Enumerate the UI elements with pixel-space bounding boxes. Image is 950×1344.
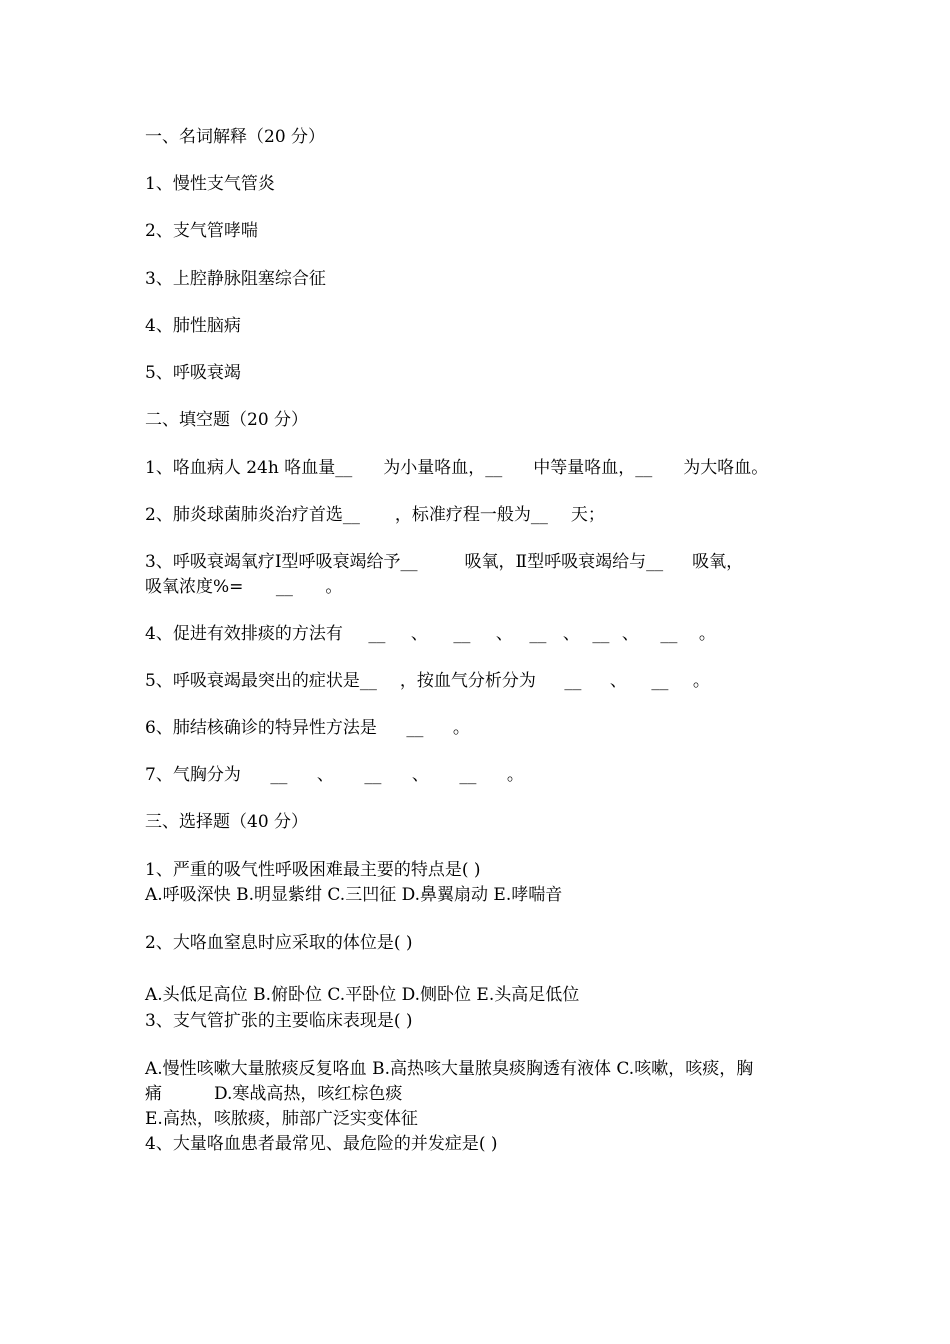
answer-blank: __: [335, 458, 353, 478]
question-text: 为小量咯血，: [383, 458, 486, 478]
question-text: 3、呼吸衰竭氧疗Ⅰ型呼吸衰竭给予: [145, 552, 401, 572]
question-text: 。: [698, 624, 716, 644]
question-text: 吸氧浓度%=: [145, 577, 244, 597]
answer-blank: __: [364, 765, 382, 785]
answer-blank: __: [592, 624, 610, 644]
fill-question-1: [145, 456, 815, 480]
question-text: 天；: [570, 505, 605, 525]
answer-blank: __: [529, 624, 547, 644]
choice-question-1: 1、严重的吸气性呼吸困难最主要的特点是( ): [145, 860, 481, 880]
fill-question-3-continued: [145, 575, 815, 599]
answer-blank: __: [368, 624, 386, 644]
question-text: 4、促进有效排痰的方法有: [145, 624, 343, 644]
choice-question-3-options-line3: E.高热，咳脓痰，肺部广泛实变体征: [145, 1109, 418, 1129]
question-text: 、: [609, 671, 627, 691]
answer-blank: __: [275, 577, 293, 597]
choice-question-3-options-line1: A.慢性咳嗽大量脓痰反复咯血 B.高热咳大量脓臭痰胸透有液体 C.咳嗽，咳痰，胸: [145, 1059, 754, 1079]
question-text: 。: [325, 577, 343, 597]
question-text: 2、肺炎球菌肺炎治疗首选: [145, 505, 343, 525]
fill-question-2: [145, 503, 815, 527]
question-text: 7、气胸分为: [145, 765, 241, 785]
question-text: 。: [506, 765, 524, 785]
question-text: 、: [411, 765, 429, 785]
question-text: 、: [562, 624, 580, 644]
choice-question-3: 3、支气管扩张的主要临床表现是( ): [145, 1011, 413, 1031]
option-text: 痛: [145, 1084, 162, 1104]
answer-blank: __: [400, 552, 418, 572]
answer-blank: __: [646, 552, 664, 572]
question-text: 吸氧，: [692, 552, 744, 572]
definition-item-5: 5、呼吸衰竭: [145, 363, 241, 383]
question-text: 吸氧，Ⅱ型呼吸衰竭给与: [464, 552, 647, 572]
choice-question-1-options: A.呼吸深快 B.明显紫绀 C.三凹征 D.鼻翼扇动 E.哮喘音: [145, 885, 563, 905]
question-text: 6、肺结核确诊的特异性方法是: [145, 718, 377, 738]
answer-blank: __: [530, 505, 548, 525]
question-text: 、: [410, 624, 428, 644]
option-text: D.寒战高热，咳红棕色痰: [214, 1084, 403, 1104]
choice-question-3-options-line2: [145, 1082, 815, 1106]
question-text: 、: [316, 765, 334, 785]
question-text: 为大咯血。: [683, 458, 769, 478]
answer-blank: __: [453, 624, 471, 644]
question-text: 。: [452, 718, 470, 738]
fill-question-3: [145, 550, 815, 574]
answer-blank: __: [359, 671, 377, 691]
answer-blank: __: [660, 624, 678, 644]
choice-question-2-options: A.头低足高位 B.俯卧位 C.平卧位 D.侧卧位 E.头高足低位: [145, 985, 580, 1005]
question-text: ，按血气分析分为: [399, 671, 536, 691]
definition-item-4: 4、肺性脑病: [145, 316, 241, 336]
section-heading-definitions: 一、名词解释（20 分）: [145, 127, 326, 147]
answer-blank: __: [459, 765, 477, 785]
question-text: 1、咯血病人 24h 咯血量: [145, 458, 336, 478]
question-text: 、: [495, 624, 513, 644]
question-text: 、: [621, 624, 639, 644]
question-text: 5、呼吸衰竭最突出的症状是: [145, 671, 360, 691]
definition-item-2: 2、支气管哮喘: [145, 221, 258, 241]
fill-question-4: [145, 622, 815, 646]
question-text: 中等量咯血，: [533, 458, 636, 478]
definition-item-1: 1、慢性支气管炎: [145, 174, 275, 194]
section-heading-multiple-choice: 三、选择题（40 分）: [145, 812, 309, 832]
answer-blank: __: [406, 718, 424, 738]
question-text: ，标准疗程一般为: [394, 505, 531, 525]
answer-blank: __: [635, 458, 653, 478]
question-text: 。: [692, 671, 710, 691]
choice-question-2: 2、大咯血窒息时应采取的体位是( ): [145, 933, 413, 953]
answer-blank: __: [342, 505, 360, 525]
fill-question-6: [145, 716, 815, 740]
section-heading-fill-in: 二、填空题（20 分）: [145, 410, 309, 430]
answer-blank: __: [485, 458, 503, 478]
answer-blank: __: [270, 765, 288, 785]
fill-question-7: [145, 763, 815, 787]
answer-blank: __: [564, 671, 582, 691]
fill-question-5: [145, 669, 815, 693]
definition-item-3: 3、上腔静脉阻塞综合征: [145, 269, 326, 289]
choice-question-4: 4、大量咯血患者最常见、最危险的并发症是( ): [145, 1134, 498, 1154]
answer-blank: __: [651, 671, 669, 691]
